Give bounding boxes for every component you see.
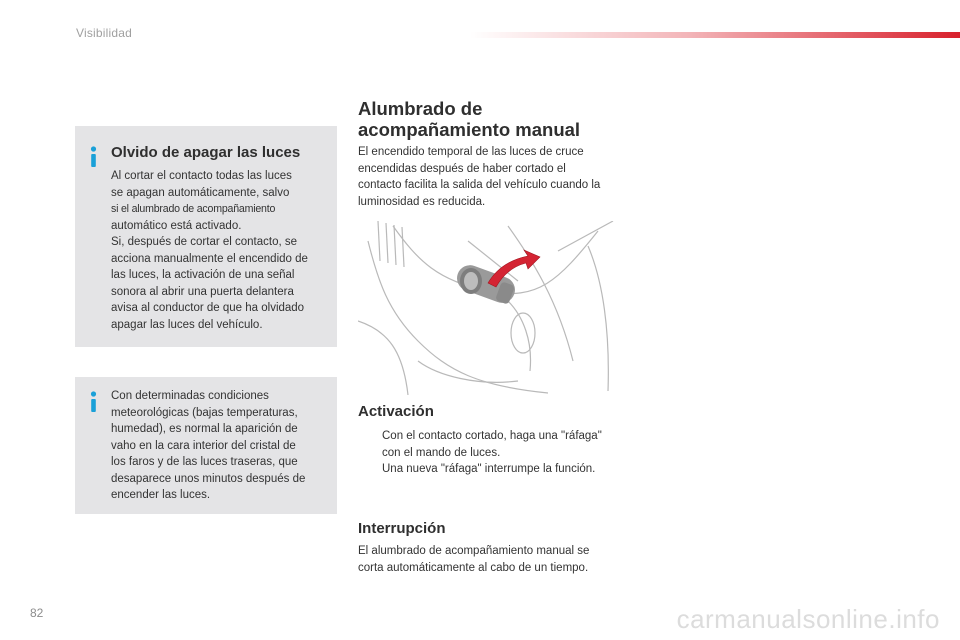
- main-title-line: acompañamiento manual: [358, 119, 581, 140]
- note-line: avisa al conductor de que ha olvidado: [111, 302, 305, 314]
- intro-line: luminosidad es reducida.: [358, 195, 486, 208]
- bullet-line: con el mando de luces.: [382, 446, 501, 459]
- main-section-title: [358, 98, 580, 140]
- note-line: si el alumbrado de acompañamiento: [111, 203, 276, 215]
- intro-line: El encendido temporal de las luces de cruce: [358, 146, 584, 158]
- note-line: desaparece unos minutos después de: [111, 472, 306, 485]
- note-line: Al cortar el contacto todas las luces: [111, 170, 292, 182]
- note-line: las luces, la activación de una señal: [111, 269, 295, 281]
- watermark: carmanualsonline.info: [676, 604, 940, 634]
- note-line: meteorológicas (bajas temperaturas,: [111, 406, 298, 419]
- note-line: automático está activado.: [111, 219, 242, 232]
- header-accent-bar: [470, 32, 960, 38]
- note-body: [111, 168, 325, 333]
- note-line: Con determinadas condiciones: [111, 390, 269, 402]
- note-line: vaho en la cara interior del cristal de: [111, 439, 296, 452]
- main-title-line: Alumbrado de: [358, 98, 483, 119]
- bullet-line: Con el contacto cortado, haga una "ráfaga": [382, 430, 602, 442]
- note-line: acciona manualmente el encendido de: [111, 252, 308, 265]
- list-item: [362, 461, 602, 478]
- note-body: [111, 388, 325, 504]
- header-section-title: Visibilidad: [76, 26, 133, 40]
- note-box-condensation: [75, 377, 337, 514]
- interruption-line: corta automáticamente al cabo de un tiempo.: [358, 561, 589, 574]
- note-line: apagar las luces del vehículo.: [111, 318, 263, 331]
- page-number: 82: [30, 606, 44, 620]
- note-line: se apagan automáticamente, salvo: [111, 186, 290, 199]
- note-line: Si, después de cortar el contacto, se: [111, 236, 298, 248]
- interruption-paragraph: [358, 543, 589, 576]
- interruption-line: El alumbrado de acompañamiento manual se: [358, 545, 590, 557]
- lighting-stalk-illustration: [358, 221, 619, 395]
- activation-title: Activación: [358, 403, 434, 420]
- bullet-line: Una nueva "ráfaga" interrumpe la función.: [382, 463, 596, 475]
- note-box-forgot-lights: [75, 126, 337, 347]
- note-line: encender las luces.: [111, 489, 211, 501]
- note-title: Olvido de apagar las luces: [111, 144, 301, 161]
- intro-line: contacto facilita la salida del vehículo cuando la: [358, 179, 601, 191]
- note-line: humedad), es normal la aparición de: [111, 423, 298, 435]
- info-icon: [89, 391, 98, 413]
- note-line: sonora al abrir una puerta delantera: [111, 285, 294, 298]
- list-item: [362, 428, 602, 461]
- info-icon: [89, 146, 98, 168]
- intro-line: encendidas después de haber cortado el: [358, 162, 566, 175]
- activation-bullet-list: [362, 428, 602, 478]
- note-line: los faros y de las luces traseras, que: [111, 456, 298, 468]
- interruption-title: Interrupción: [358, 520, 446, 537]
- main-intro-paragraph: [358, 144, 600, 210]
